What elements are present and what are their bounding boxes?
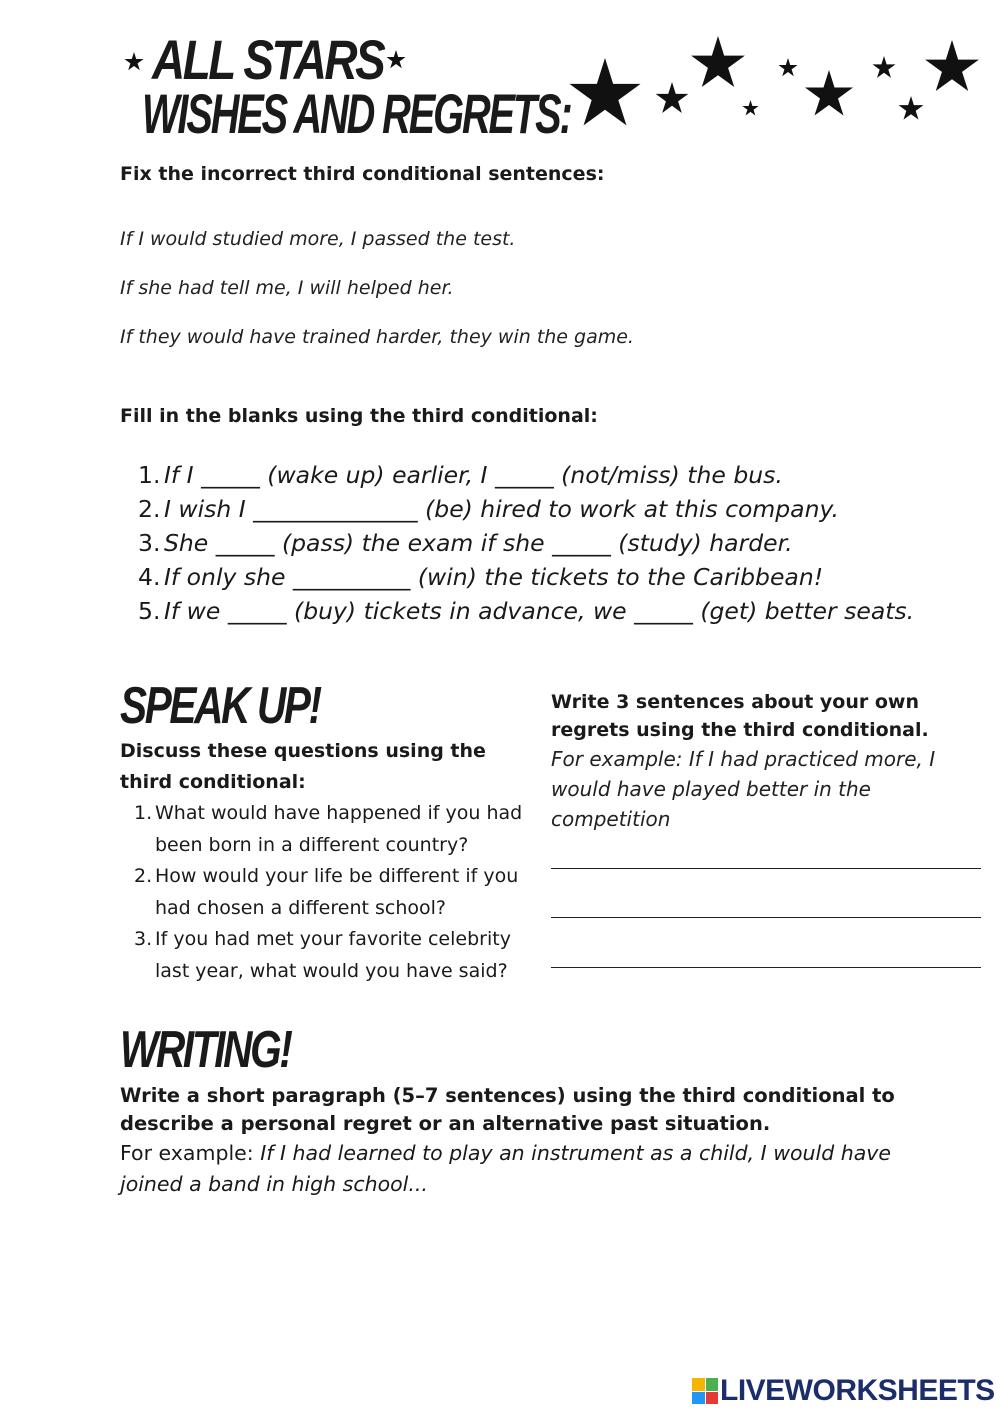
blank-sentence: If I _____ (wake up) earlier, I _____ (not/miss) the bus. (164, 461, 783, 489)
writing-example (120, 1138, 950, 1200)
item-number: 4. (138, 563, 161, 591)
regrets-block (551, 688, 986, 834)
fill-blanks-list (138, 458, 914, 628)
question-text: If you had met your favorite celebrity last year, what would you have said? (155, 928, 511, 982)
blank-sentence: If only she __________ (win) the tickets to the Caribbean! (164, 563, 824, 591)
star-icon (124, 52, 144, 72)
blank-sentence: If we _____ (buy) tickets in advance, we _____ (get) better seats. (164, 597, 915, 625)
question-text: How would your life be different if you had chosen a different school? (155, 865, 519, 919)
star-icon (805, 70, 853, 116)
item-number: 3. (134, 928, 153, 950)
incorrect-sentence-2: If she had tell me, I will helped her. (120, 277, 454, 299)
list-item (138, 560, 914, 594)
blank-sentence: I wish I ______________ (be) hired to work at this company. (164, 495, 840, 523)
star-icon (386, 50, 406, 70)
star-icon (872, 56, 895, 78)
question-text: What would have happened if you had been born in a different country? (155, 802, 523, 856)
section-fill-heading: Fill in the blanks using the third conditional: (120, 405, 598, 427)
speak-question: Discuss these questions using the third conditional: (120, 740, 486, 793)
list-item (138, 492, 914, 526)
list-item (138, 458, 914, 492)
speak-questions-list (134, 798, 534, 987)
list-item (134, 861, 534, 924)
item-number: 5. (138, 597, 161, 625)
item-number: 1. (138, 461, 161, 489)
item-number: 3. (138, 529, 161, 557)
star-icon (569, 58, 640, 125)
blank-sentence: She _____ (pass) the exam if she _____ (study) harder. (164, 529, 793, 557)
liveworksheets-logo-icon (692, 1378, 718, 1404)
star-icon (691, 36, 745, 87)
answer-line[interactable] (551, 917, 981, 918)
brand-name: LIVEWORKSHEETS (720, 1374, 995, 1407)
incorrect-sentence-1: If I would studied more, I passed the test. (120, 228, 516, 250)
liveworksheets-brand (692, 1374, 995, 1408)
star-icon (899, 96, 924, 120)
answer-line[interactable] (551, 868, 981, 869)
list-item (134, 798, 534, 861)
title-line-2: WISHES AND REGRETS: (142, 82, 571, 145)
star-icon (742, 100, 758, 115)
writing-title: WRITING! (120, 1021, 291, 1079)
list-item (138, 526, 914, 560)
item-number: 2. (138, 495, 161, 523)
writing-instruction: Write a short paragraph (5–7 sentences) using the third conditional to describe a personal regret or an alternative past situation. (120, 1084, 895, 1135)
stars-decoration (560, 30, 990, 140)
item-number: 2. (134, 865, 153, 887)
example-text: If I had learned to play an instrument as a child, I would have joined a band in high school... (120, 1141, 892, 1196)
incorrect-sentence-3: If they would have trained harder, they win the game. (120, 326, 634, 348)
star-icon (778, 58, 797, 76)
star-icon (656, 82, 689, 113)
title-line-1: ALL STARS (152, 28, 384, 91)
answer-line[interactable] (551, 967, 981, 968)
speak-up-title: SPEAK UP! (120, 677, 320, 735)
regrets-heading: Write 3 sentences about your own regrets using the third conditional. (551, 691, 929, 741)
list-item (138, 594, 914, 628)
item-number: 1. (134, 802, 153, 824)
star-icon (925, 40, 979, 91)
example-prefix: For example: (120, 1141, 261, 1165)
section-fix-heading: Fix the incorrect third conditional sentences: (120, 163, 605, 185)
regrets-example: For example: If I had practiced more, I would have played better in the competition (551, 747, 936, 831)
list-item (134, 924, 534, 987)
